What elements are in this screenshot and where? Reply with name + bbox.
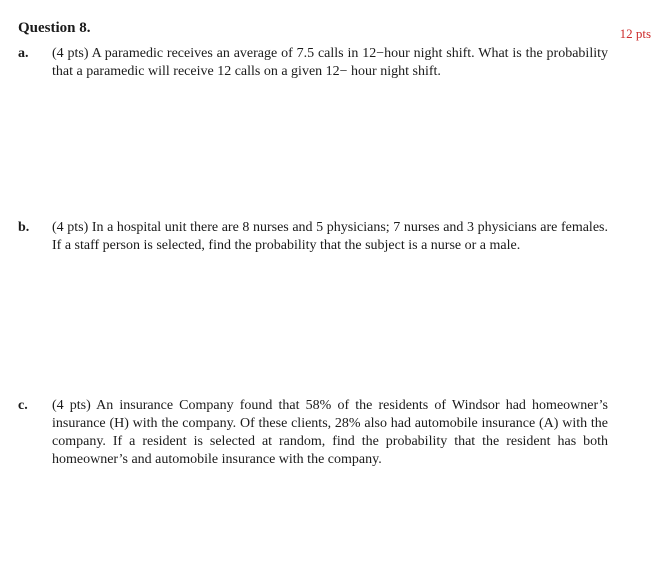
part-c-label: c. [18,398,28,413]
question-title: Question 8. [18,20,91,36]
question-part-a [18,45,608,81]
question-part-b [18,219,608,255]
part-a-label: a. [18,46,29,61]
part-c-text: (4 pts) An insurance Company found that 58% of the residents of Windsor had homeowner’s insurance (H) with the company. Of these clients, 28% also had automobile insurance (A) with the company. If a resident is selected at random, find the probability that the resident has both homeowner’s and automobile insurance with the company. [52,398,608,467]
part-a-text: (4 pts) A paramedic receives an average of 7.5 calls in 12−hour night shift. What is the probability that a paramedic will receive 12 calls on a given 12− hour night shift. [52,46,608,79]
part-b-text: (4 pts) In a hospital unit there are 8 nurses and 5 physicians; 7 nurses and 3 physicians are females. If a staff person is selected, find the probability that the subject is a nurse or a male. [52,220,608,253]
points-label: 12 pts [619,26,651,41]
part-b-label: b. [18,220,30,235]
question-part-c [18,397,608,469]
